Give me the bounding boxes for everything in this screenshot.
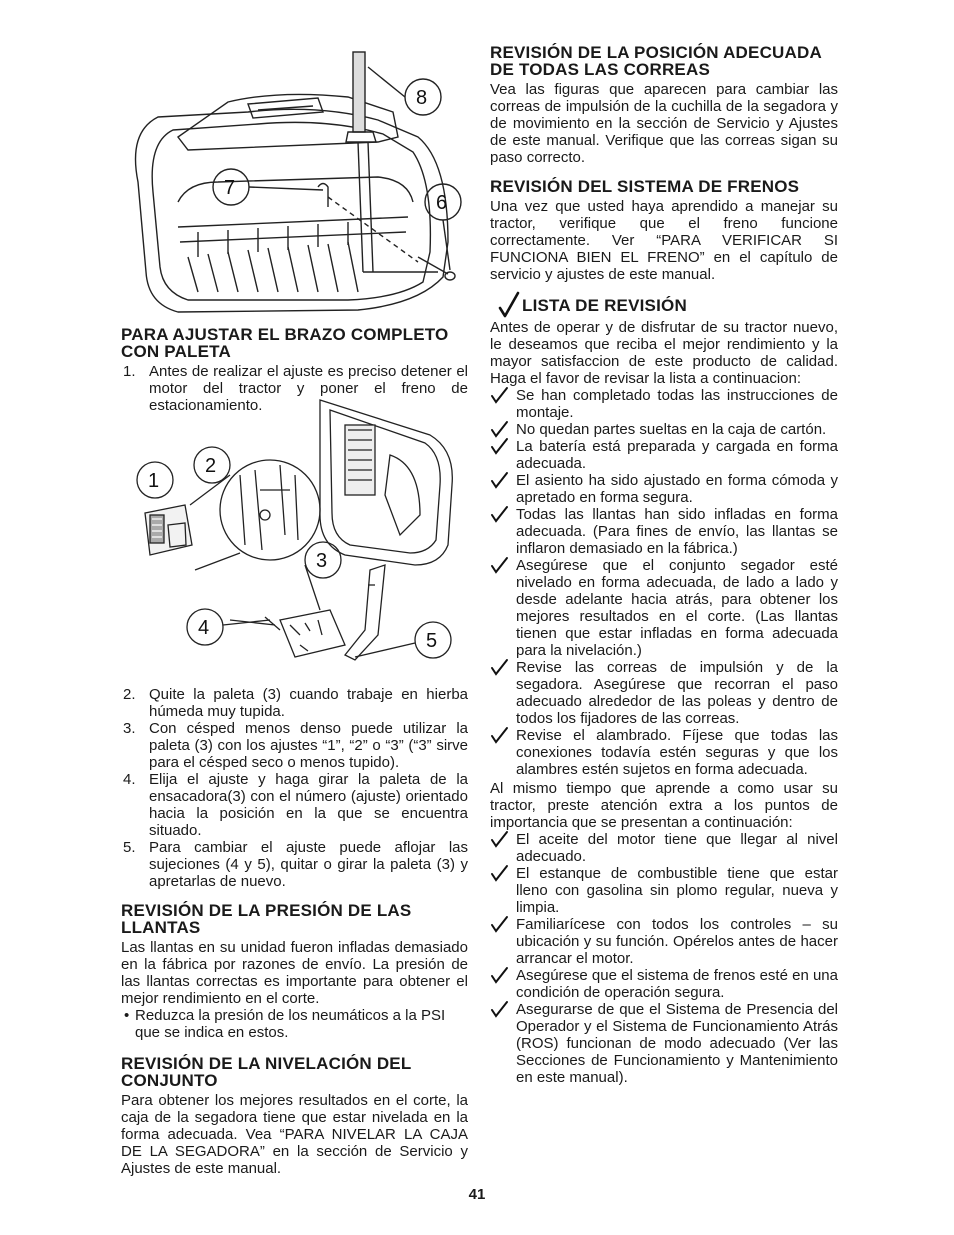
check-icon (490, 556, 510, 574)
list-item: El estanque de combustible tiene que estar lleno con gasolina sin plomo regular, nueva y limpia. (490, 865, 838, 916)
tire-pressure-bullet: • Reduzca la presión de los neumáticos a la PSI que se indica en estos. (124, 1007, 446, 1041)
list-item: Todas las llantas han sido infladas en forma adecuada. (Para fines de envío, las llantas se inflaron demasiado en la fábrica.) (490, 506, 838, 557)
list-item: Revise las correas de impulsión y de la segadora. Asegúrese que recorran el paso adecuado alrededor de las poleas y dentro de todos los fijadores de las correas. (490, 659, 838, 727)
bagger-assembly-drawing (118, 42, 468, 318)
section-title-checklist: LISTA DE REVISIÓN (522, 296, 687, 315)
check-icon (490, 830, 510, 848)
checklist-middle: Al mismo tiempo que aprende a como usar su tractor, preste atención extra a los puntos de importancia que se presentan a continuación: (490, 780, 838, 831)
list-item: Asegúrese que el sistema de frenos esté en una condición de operación segura. (490, 967, 838, 1001)
check-icon (490, 864, 510, 882)
checklist-title-row (490, 297, 838, 316)
figure-paddle-adjustment (130, 395, 468, 678)
check-icon (490, 1000, 510, 1018)
check-icon (490, 726, 510, 744)
callout-6: 6 (436, 192, 448, 214)
list-item: 4. Elija el ajuste y haga girar la paleta de la ensacadora(3) con el número (ajuste) orientado hacia la posición en la que se encuentra situado. (123, 771, 468, 839)
page-number: 41 (468, 1186, 486, 1203)
callout-7: 7 (224, 177, 236, 199)
adjust-steps-list-continued (121, 686, 468, 890)
list-item: Asegúrese que el conjunto segador esté nivelado en forma adecuada, de lado a lado y desde adelante hacia atrás, para obtener los mejores resultados en el corte. (Las llantas tienen que estar infladas en forma adecuada para la nivelación.) (490, 557, 838, 659)
check-icon (490, 505, 510, 523)
tire-pressure-body: Las llantas en su unidad fueron infladas demasiado en la fábrica por razones de envío. La presión de las llantas correctas es importante para obtener el mejor rendimiento en el corte. (121, 939, 468, 1007)
list-item: 1. Antes de realizar el ajuste es preciso detener el motor del tractor y poner el freno de estacionamiento. (123, 363, 468, 414)
callout-2: 2 (205, 455, 217, 477)
figure-bagger-assembly (118, 42, 468, 318)
check-icon (490, 658, 510, 676)
list-item: Familiarícese con todos los controles – su ubicación y su función. Opérelos antes de hacer arrancar el motor. (490, 916, 838, 967)
list-item: 3. Con césped menos denso puede utilizar la paleta (3) con los ajustes “1”, “2” o “3” (“3” sirve para el césped seco o menos tupido). (123, 720, 468, 771)
list-item: 2. Quite la paleta (3) cuando trabaje en hierba húmeda muy tupida. (123, 686, 468, 720)
checklist-intro: Antes de operar y de disfrutar de su tractor nuevo, le deseamos que reciba el mejor rendimiento y la mayor satisfaccion de este producto de calidad. Haga el favor de revisar la lista a continuacion: (490, 319, 838, 387)
list-item: Asegurarse de que el Sistema de Presencia del Operador y el Sistema de Funcionamiento Atrás (ROS) funcionan de modo adecuado (Ver las Secciones de Funcionamiento y Mantenimiento en este manual). (490, 1001, 838, 1086)
callout-8: 8 (416, 87, 428, 109)
checklist-items (490, 387, 838, 778)
check-icon (490, 386, 510, 404)
deck-level-body: Para obtener los mejores resultados en el corte, la caja de la segadora tiene que estar nivelada en la forma adecuada. Vea “PARA NIVELAR LA CAJA DE LA SEGADORA” en la sección de Servicio y Ajustes de este manual. (121, 1092, 468, 1177)
large-check-icon (498, 291, 520, 319)
check-icon (490, 420, 510, 438)
callout-3: 3 (316, 550, 328, 572)
list-item: Se han completado todas las instrucciones de montaje. (490, 387, 838, 421)
paddle-adjustment-drawing (130, 395, 468, 678)
list-item: El aceite del motor tiene que llegar al nivel adecuado. (490, 831, 838, 865)
callout-1: 1 (148, 470, 160, 492)
list-item: 5. Para cambiar el ajuste puede aflojar las sujeciones (4 y 5), quitar o girar la paleta (3) y apretarlas de nuevo. (123, 839, 468, 890)
list-item: La batería está preparada y cargada en forma adecuada. (490, 438, 838, 472)
checklist-items-2 (490, 831, 838, 1086)
check-icon (490, 966, 510, 984)
check-icon (490, 437, 510, 455)
section-title-tire-pressure: REVISIÓN DE LA PRESIÓN DE LAS LLANTAS (121, 901, 412, 937)
section-title-brakes: REVISIÓN DEL SISTEMA DE FRENOS (490, 177, 800, 196)
section-title-adjust-arm: PARA AJUSTAR EL BRAZO COMPLETO CON PALETA (121, 325, 449, 361)
belts-body: Vea las figuras que aparecen para cambiar las correas de impulsión de la cuchilla de la segadora y de movimiento en la sección de Servicio y Ajustes de este manual. Verifique que las correas sigan su paso correcto. (490, 81, 838, 166)
callout-4: 4 (198, 617, 210, 639)
callout-5: 5 (426, 630, 438, 652)
section-title-belts: REVISIÓN DE LA POSICIÓN ADECUADA DE TODAS LAS CORREAS (490, 43, 822, 79)
list-item: Revise el alambrado. Fíjese que todas las conexiones todavía estén seguras y que los alambres estén sujetos en forma adecuada. (490, 727, 838, 778)
list-item: No quedan partes sueltas en la caja de cartón. (490, 421, 838, 438)
check-icon (490, 915, 510, 933)
check-icon (490, 471, 510, 489)
section-title-deck-level: REVISIÓN DE LA NIVELACIÓN DEL CONJUNTO (121, 1054, 412, 1090)
list-item: El asiento ha sido ajustado en forma cómoda y apretado en forma segura. (490, 472, 838, 506)
brakes-body: Una vez que usted haya aprendido a manejar su tractor, verifique que el freno funcione correctamente. Ver “PARA VERIFICAR SI FUNCIONA BIEN EL FRENO” en el capítulo de servicio y ajustes de este manual. (490, 198, 838, 283)
